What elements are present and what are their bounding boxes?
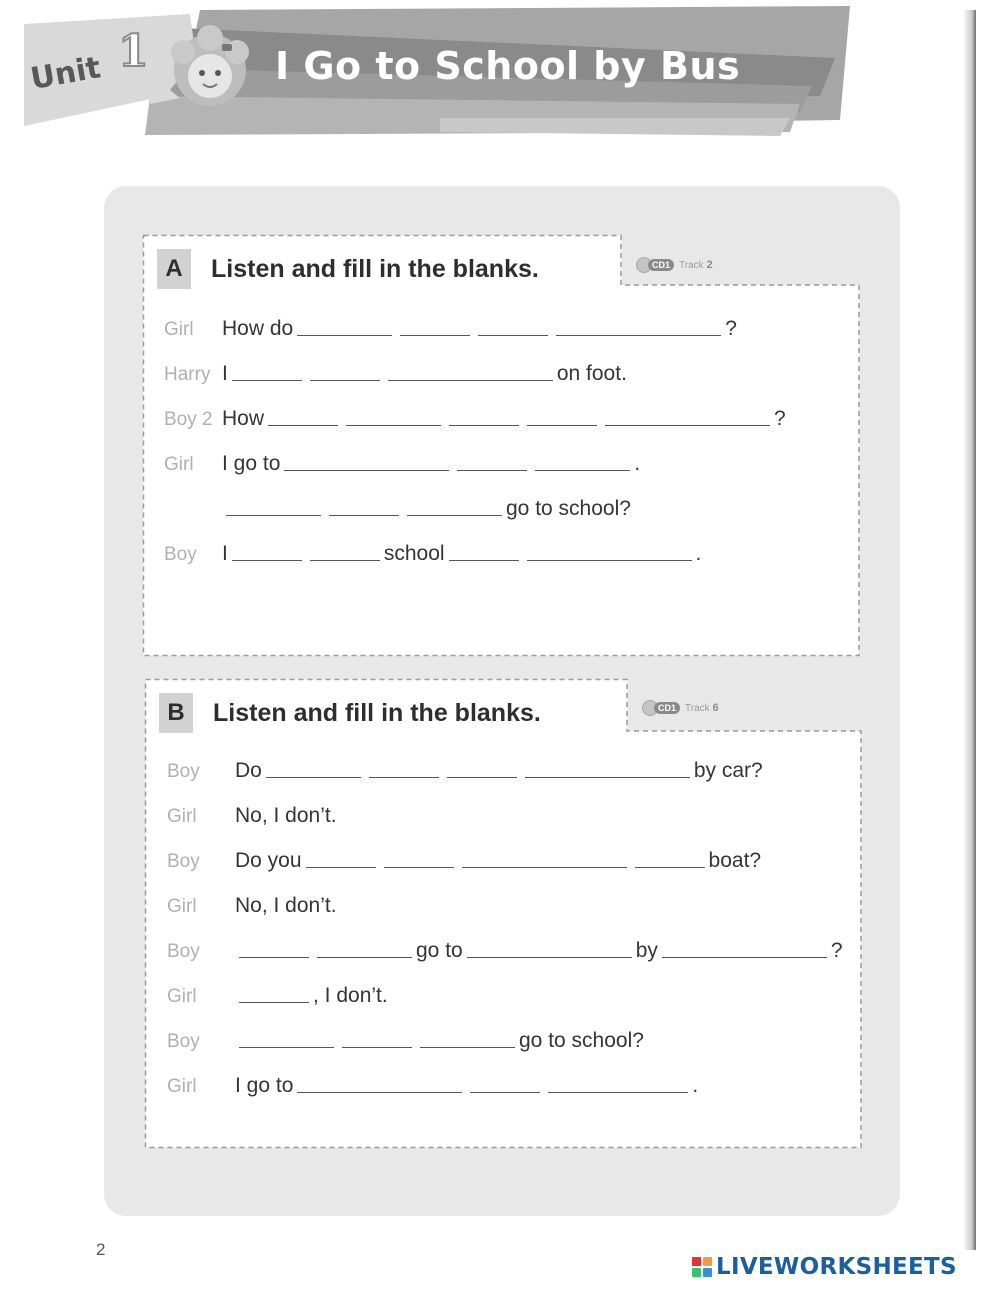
answer-blank[interactable] xyxy=(317,957,412,958)
cd-label: CD1 xyxy=(654,702,680,714)
answer-blank[interactable] xyxy=(306,867,376,868)
track-word: Track xyxy=(679,260,704,271)
line-text: go to school? xyxy=(506,497,631,520)
answer-blank[interactable] xyxy=(329,515,399,516)
answer-blank[interactable] xyxy=(470,1092,540,1093)
dialogue-line xyxy=(164,491,631,521)
speaker-label: Girl xyxy=(167,806,197,827)
line-text: Do you xyxy=(235,849,302,872)
section-a xyxy=(143,235,863,657)
answer-blank[interactable] xyxy=(556,335,721,336)
answer-blank[interactable] xyxy=(457,470,527,471)
answer-blank[interactable] xyxy=(407,515,502,516)
dialogue-line xyxy=(164,536,701,566)
section-letter: A xyxy=(157,249,191,289)
answer-blank[interactable] xyxy=(384,867,454,868)
unit-banner xyxy=(0,0,1000,150)
answer-blank[interactable] xyxy=(535,470,630,471)
answer-blank[interactable] xyxy=(284,470,449,471)
answer-blank[interactable] xyxy=(239,1047,334,1048)
page-number: 2 xyxy=(96,1240,106,1259)
line-text: I go to xyxy=(222,452,281,475)
speaker-label: Harry xyxy=(164,364,211,385)
cd-label: CD1 xyxy=(648,259,674,271)
dialogue-line xyxy=(164,311,737,341)
line-text: ? xyxy=(830,939,843,962)
dialogue-line xyxy=(164,446,640,476)
answer-blank[interactable] xyxy=(268,425,338,426)
page-title: I Go to School by Bus xyxy=(275,44,741,88)
cd-track-badge xyxy=(642,700,719,716)
answer-blank[interactable] xyxy=(467,957,632,958)
answer-blank[interactable] xyxy=(527,425,597,426)
speaker-label: Boy xyxy=(167,851,200,872)
line-text: . xyxy=(692,1074,699,1097)
answer-blank[interactable] xyxy=(232,560,302,561)
line-text: boat? xyxy=(708,849,762,872)
dialogue-line xyxy=(167,978,388,1008)
line-text: ? xyxy=(725,317,737,340)
answer-blank[interactable] xyxy=(346,425,441,426)
line-text: No, I don’t. xyxy=(235,894,337,917)
unit-label: Unit xyxy=(27,50,104,97)
dialogue-line xyxy=(167,1068,698,1098)
answer-blank[interactable] xyxy=(449,425,519,426)
section-b-header xyxy=(159,693,541,733)
section-instruction: Listen and fill in the blanks. xyxy=(213,698,541,727)
section-instruction: Listen and fill in the blanks. xyxy=(211,254,539,283)
dialogue-line xyxy=(167,753,763,783)
line-text: by xyxy=(635,939,658,962)
page-edge xyxy=(964,10,976,1250)
section-a-header xyxy=(157,249,539,289)
liveworksheets-logo-icon xyxy=(692,1257,712,1277)
answer-blank[interactable] xyxy=(447,777,517,778)
answer-blank[interactable] xyxy=(239,1002,309,1003)
cd-track-badge xyxy=(636,257,713,273)
answer-blank[interactable] xyxy=(342,1047,412,1048)
unit-number: 1 xyxy=(118,26,149,77)
section-b xyxy=(145,679,865,1149)
answer-blank[interactable] xyxy=(310,560,380,561)
line-text: How do xyxy=(222,317,294,340)
speaker-label: Boy xyxy=(167,761,200,782)
answer-blank[interactable] xyxy=(420,1047,515,1048)
dialogue-line xyxy=(167,933,843,963)
line-text: on foot. xyxy=(556,362,627,385)
speaker-label: Girl xyxy=(167,986,197,1007)
answer-blank[interactable] xyxy=(388,380,553,381)
dialogue-line xyxy=(167,1023,644,1053)
speaker-label: Boy xyxy=(167,1031,200,1052)
answer-blank[interactable] xyxy=(297,335,392,336)
line-text: I xyxy=(222,362,228,385)
dialogue-line xyxy=(167,843,761,873)
line-text: . xyxy=(695,542,702,565)
line-text: , I don’t. xyxy=(313,984,388,1007)
speaker-label: Boy 2 xyxy=(164,409,213,430)
dialogue-line xyxy=(167,798,337,828)
logo-square xyxy=(703,1268,712,1277)
line-text: I xyxy=(222,542,228,565)
section-letter: B xyxy=(159,693,193,733)
logo-square xyxy=(703,1257,712,1266)
answer-blank[interactable] xyxy=(239,957,309,958)
answer-blank[interactable] xyxy=(310,380,380,381)
speaker-label: Girl xyxy=(167,896,197,917)
speaker-label: Boy xyxy=(164,544,197,565)
liveworksheets-logo-text: LIVEWORKSHEETS xyxy=(716,1254,957,1280)
track-number: 2 xyxy=(706,259,713,271)
logo-square xyxy=(692,1257,701,1266)
dialogue-line xyxy=(164,401,786,431)
answer-blank[interactable] xyxy=(400,335,470,336)
line-text: ? xyxy=(774,407,786,430)
line-text: I go to xyxy=(235,1074,294,1097)
speaker-label: Girl xyxy=(164,319,194,340)
answer-blank[interactable] xyxy=(635,867,705,868)
line-text: go to xyxy=(416,939,463,962)
line-text: . xyxy=(634,452,641,475)
line-text: Do xyxy=(235,759,262,782)
answer-blank[interactable] xyxy=(605,425,770,426)
answer-blank[interactable] xyxy=(548,1092,688,1093)
speaker-label: Girl xyxy=(164,454,194,475)
speaker-label: Girl xyxy=(167,1076,197,1097)
dialogue-line xyxy=(164,356,627,386)
answer-blank[interactable] xyxy=(369,777,439,778)
answer-blank[interactable] xyxy=(297,1092,462,1093)
line-text: by car? xyxy=(693,759,763,782)
answer-blank[interactable] xyxy=(462,867,627,868)
line-text: go to school? xyxy=(519,1029,644,1052)
line-text: school xyxy=(383,542,445,565)
answer-blank[interactable] xyxy=(449,560,519,561)
answer-blank[interactable] xyxy=(226,515,321,516)
answer-blank[interactable] xyxy=(662,957,827,958)
track-word: Track xyxy=(685,703,710,714)
answer-blank[interactable] xyxy=(478,335,548,336)
line-text: No, I don’t. xyxy=(235,804,337,827)
speaker-label: Boy xyxy=(167,941,200,962)
answer-blank[interactable] xyxy=(525,777,690,778)
track-number: 6 xyxy=(712,702,719,714)
liveworksheets-logo xyxy=(692,1254,957,1280)
dialogue-line xyxy=(167,888,337,918)
answer-blank[interactable] xyxy=(232,380,302,381)
answer-blank[interactable] xyxy=(527,560,692,561)
answer-blank[interactable] xyxy=(266,777,361,778)
line-text: How xyxy=(222,407,265,430)
logo-square xyxy=(692,1268,701,1277)
